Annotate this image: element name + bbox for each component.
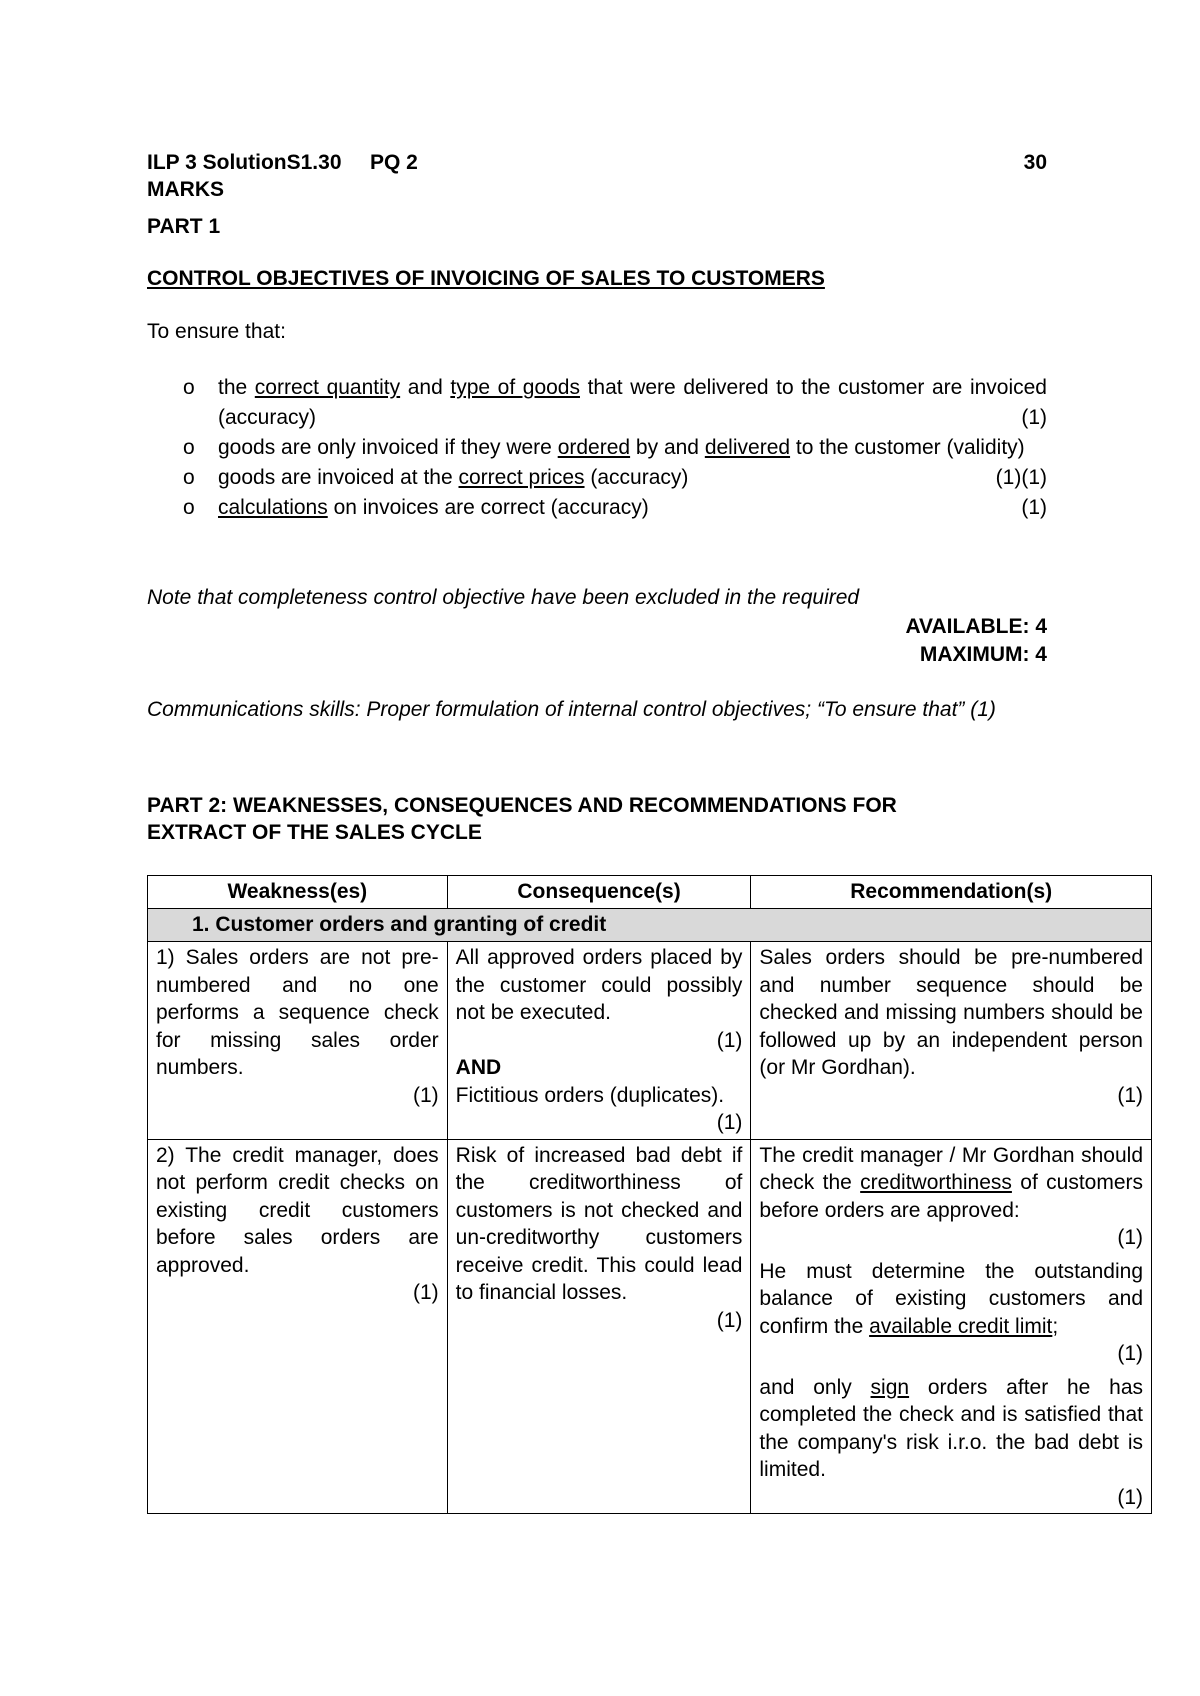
column-header: Recommendation(s) bbox=[751, 876, 1152, 909]
table-row bbox=[148, 1139, 1152, 1514]
mark: (1) bbox=[1117, 1226, 1143, 1249]
part1-heading: CONTROL OBJECTIVES OF INVOICING OF SALES TO CUSTOMERS bbox=[147, 267, 825, 290]
part2-title: PART 2: WEAKNESSES, CONSEQUENCES AND RECOMMENDATIONS FOR EXTRACT OF THE SALES CYCLE bbox=[147, 794, 897, 845]
mark: (1) bbox=[995, 466, 1022, 489]
header-question: PQ 2 bbox=[370, 151, 418, 174]
bullet-icon: o bbox=[183, 376, 195, 399]
and-label: AND bbox=[455, 1056, 502, 1079]
weakness-table bbox=[147, 875, 1152, 1514]
mark: (1) bbox=[1117, 1083, 1143, 1107]
note-text: Note that completeness control objective have been excluded in the required bbox=[147, 586, 860, 609]
header-marks-label: MARKS bbox=[147, 178, 224, 201]
bullet-icon: o bbox=[183, 496, 195, 519]
list-item: o goods are invoiced at the correct prices (accuracy) (1) bbox=[147, 463, 1047, 493]
mark: (1) bbox=[1021, 466, 1047, 489]
consequence-cell: All approved orders placed by the customer could possibly not be executed. (1) AND Fictitious orders (duplicates). (1) bbox=[447, 942, 751, 1140]
column-header: Consequence(s) bbox=[447, 876, 751, 909]
mark: (1) bbox=[1117, 1342, 1143, 1365]
column-header: Weakness(es) bbox=[148, 876, 448, 909]
maximum-marks: MAXIMUM: 4 bbox=[919, 643, 1047, 666]
consequence-cell: Risk of increased bad debt if the creditworthiness of customers is not checked and un-creditworthy customers receive credit. This could lead to financial losses. (1) bbox=[447, 1139, 751, 1514]
list-item: o calculations on invoices are correct (accuracy) (1) bbox=[147, 493, 1047, 523]
bullet-icon: o bbox=[183, 436, 195, 459]
header-title: ILP 3 SolutionS1.30 bbox=[147, 151, 342, 174]
mark: (1) bbox=[1021, 406, 1047, 429]
recommendation-cell: Sales orders should be pre-numbered and number sequence should be checked and missing numbers should be followed up by an independent person (or Mr Gordhan). (1) bbox=[751, 942, 1152, 1140]
recommendation-cell: The credit manager / Mr Gordhan should check the creditworthiness of customers before orders are approved: (1) He must determine the outstanding balance of existing customers and confirm the available credit limit; (1) and only sign orders after he has completed the check and is satisfied that the company's risk i.r.o. the bad debt is limited. (1) bbox=[751, 1139, 1152, 1514]
objectives-list bbox=[147, 373, 1047, 523]
mark: (1) bbox=[413, 1083, 439, 1107]
bullet-icon: o bbox=[183, 466, 195, 489]
weakness-cell: 1) Sales orders are not pre-numbered and no one performs a sequence check for missing sales order numbers. (1) bbox=[148, 942, 448, 1140]
available-marks: AVAILABLE: 4 bbox=[905, 615, 1047, 638]
mark: (1) bbox=[716, 1028, 743, 1052]
weakness-cell: 2) The credit manager, does not perform credit checks on existing credit customers before sales orders are approved. (1) bbox=[148, 1139, 448, 1514]
mark: (1) bbox=[1021, 496, 1047, 519]
mark: (1) bbox=[1117, 1485, 1143, 1509]
section-row bbox=[148, 909, 1152, 942]
part1-intro: To ensure that: bbox=[147, 320, 286, 343]
table-header-row bbox=[148, 876, 1152, 909]
part1-title: PART 1 bbox=[147, 215, 221, 238]
communications-note: Communications skills: Proper formulation of internal control objectives; “To ensure that” (1) bbox=[147, 698, 996, 721]
section-heading: 1. Customer orders and granting of credit bbox=[148, 909, 1152, 942]
document-header bbox=[147, 149, 1047, 203]
mark: (1) bbox=[716, 1111, 743, 1134]
list-item: o the correct quantity and type of goods that were delivered to the customer are invoiced (accuracy) (1) bbox=[147, 373, 1047, 433]
list-item: o goods are only invoiced if they were ordered by and delivered to the customer (validity) (1) bbox=[147, 433, 1047, 463]
mark: (1) bbox=[716, 1308, 743, 1332]
header-marks-value: 30 bbox=[1023, 151, 1047, 174]
table-row bbox=[148, 942, 1152, 1140]
mark: (1) bbox=[413, 1281, 439, 1304]
